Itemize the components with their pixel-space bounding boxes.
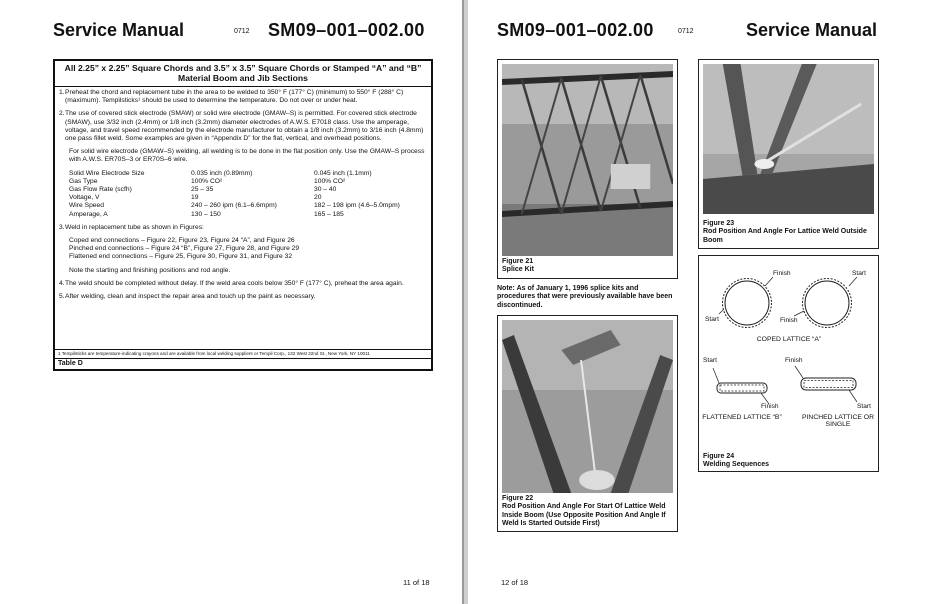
gmaw-note: For solid wire electrode (GMAW–S) welding, all welding is to be done in the flat position only. Use the GMAW–S process with A.W.S. ER70S–3 or ER70S–6 wire. bbox=[69, 148, 425, 164]
step-3: 3. Weld in replacement tube as shown in Figures: bbox=[59, 223, 204, 231]
step-5: 5. After welding, clean and inspect the repair area and touch up the paint as necessary. bbox=[59, 293, 316, 301]
spec-table bbox=[69, 170, 427, 219]
spec-row: Voltage, V 19 20 bbox=[69, 194, 322, 202]
rod-note: Note the starting and finishing positions and rod angle. bbox=[69, 266, 231, 274]
footnote: 1 Tempilsticks are temperature-indicating crayons and are available from local welding suppliers or Tempil Corp., 132 West 22nd St., New York, NY 10011 bbox=[55, 349, 431, 358]
pinched-lattice-caption: PINCHED LATTICE OR SINGLE bbox=[801, 414, 874, 428]
spec-row: Gas Type 100% CO² 100% CO² bbox=[69, 177, 346, 185]
table-d bbox=[53, 59, 433, 371]
page-number: 12 of 18 bbox=[501, 578, 529, 587]
connection-list bbox=[69, 237, 427, 262]
table-label: Table D bbox=[55, 358, 431, 368]
label-finish: Finish bbox=[785, 357, 803, 364]
coped-lattice-caption: COPED LATTICE “A” bbox=[756, 336, 822, 343]
figure-23-caption: Figure 23 Rod Position And Angle For Lattice Weld Outside Boom bbox=[703, 220, 867, 244]
spec-row: Wire Speed 240 – 260 ipm (6.1–6.6mpm) 182 – 198 ipm (4.6–5.0mpm) bbox=[69, 202, 400, 210]
header-revision: 0712 bbox=[678, 28, 694, 35]
figure-24 bbox=[698, 255, 879, 472]
list-item: Flattened end connections – Figure 25, Figure 30, Figure 31, and Figure 32 bbox=[69, 253, 293, 261]
label-start: Start bbox=[857, 403, 871, 410]
list-item: Pinched end connections – Figure 24 “B”, Figure 27, Figure 28, and Figure 29 bbox=[69, 245, 300, 253]
figure-22-caption: Figure 22 Rod Position And Angle For Start Of Lattice Weld Inside Boom (Use Opposite Position And Angle If Weld Is Started Outside First) bbox=[502, 495, 666, 528]
step-1: 1. Preheat the chord and replacement tube in the area to be welded to 350° F (177° C) (minimum) to 550° F (288° C) (maximum). Tempilsticks¹ should be used to determine the temperature. Do not over or under heat. bbox=[59, 89, 404, 105]
figure-24-caption: Figure 24 Welding Sequences bbox=[703, 453, 769, 469]
header-title: Service Manual bbox=[746, 20, 878, 40]
step-4: 4. The weld should be completed without delay. If the weld area cools below 350° F (177° C), preheat the area again. bbox=[59, 279, 404, 287]
weld-outside-photo bbox=[703, 64, 874, 214]
splice-kit-photo bbox=[502, 64, 673, 256]
spec-row: Solid Wire Electrode Size 0.035 inch (0.89mm) 0.045 inch (1.1mm) bbox=[69, 169, 372, 177]
figure-23 bbox=[698, 59, 879, 249]
spec-row: Gas Flow Rate (scfh) 25 – 35 30 – 40 bbox=[69, 186, 337, 194]
figure-21-caption: Figure 21 Splice Kit bbox=[502, 258, 534, 274]
header-doc-code: SM09–001–002.00 bbox=[268, 20, 425, 40]
label-finish: Finish bbox=[780, 317, 798, 324]
list-item: Coped end connections – Figure 22, Figure 23, Figure 24 “A”, and Figure 26 bbox=[69, 237, 295, 245]
header-title: Service Manual bbox=[53, 20, 185, 40]
left-page bbox=[0, 0, 464, 604]
flattened-lattice-caption: FLATTENED LATTICE “B” bbox=[702, 414, 782, 421]
label-start: Start bbox=[703, 357, 717, 364]
figure-22 bbox=[497, 315, 678, 532]
header-revision: 0712 bbox=[234, 28, 250, 35]
spec-row: Amperage, A 130 – 150 165 – 185 bbox=[69, 210, 344, 218]
table-d-body bbox=[55, 87, 431, 301]
label-start: Start bbox=[705, 316, 719, 323]
splice-kit-note: Note: As of January 1, 1996 splice kits and procedures that were previously available have been discontinued. bbox=[497, 285, 673, 309]
header-doc-code: SM09–001–002.00 bbox=[497, 20, 654, 40]
step-2: 2. The use of covered stick electrode (SMAW) or solid wire electrode (GMAW–S) is permitted. For covered stick electrode (SMAW), use 3/32 inch (2.4mm) or 1/8 inch (3.2mm) diameter electrodes of A.W.S. E7018 class. Use the amperage, voltage, and travel speed recommended by the electrode manufacturer to obtain a 1/8 inch (3.2mm) to 3/16 inch (4.8mm) one pass fillet weld. Some examples are given in “Appendix D” for the flat, vertical, and overhead positions. bbox=[59, 110, 424, 143]
table-d-title: All 2.25” x 2.25” Square Chords and 3.5” x 3.5” Square Chords or Stamped “A” and “B” Material Boom and Jib Sections bbox=[55, 61, 431, 87]
label-finish: Finish bbox=[761, 403, 779, 410]
label-start: Start bbox=[852, 270, 866, 277]
weld-inside-photo bbox=[502, 320, 673, 493]
label-finish: Finish bbox=[773, 270, 791, 277]
figure-21 bbox=[497, 59, 678, 279]
page-number: 11 of 18 bbox=[403, 578, 430, 587]
